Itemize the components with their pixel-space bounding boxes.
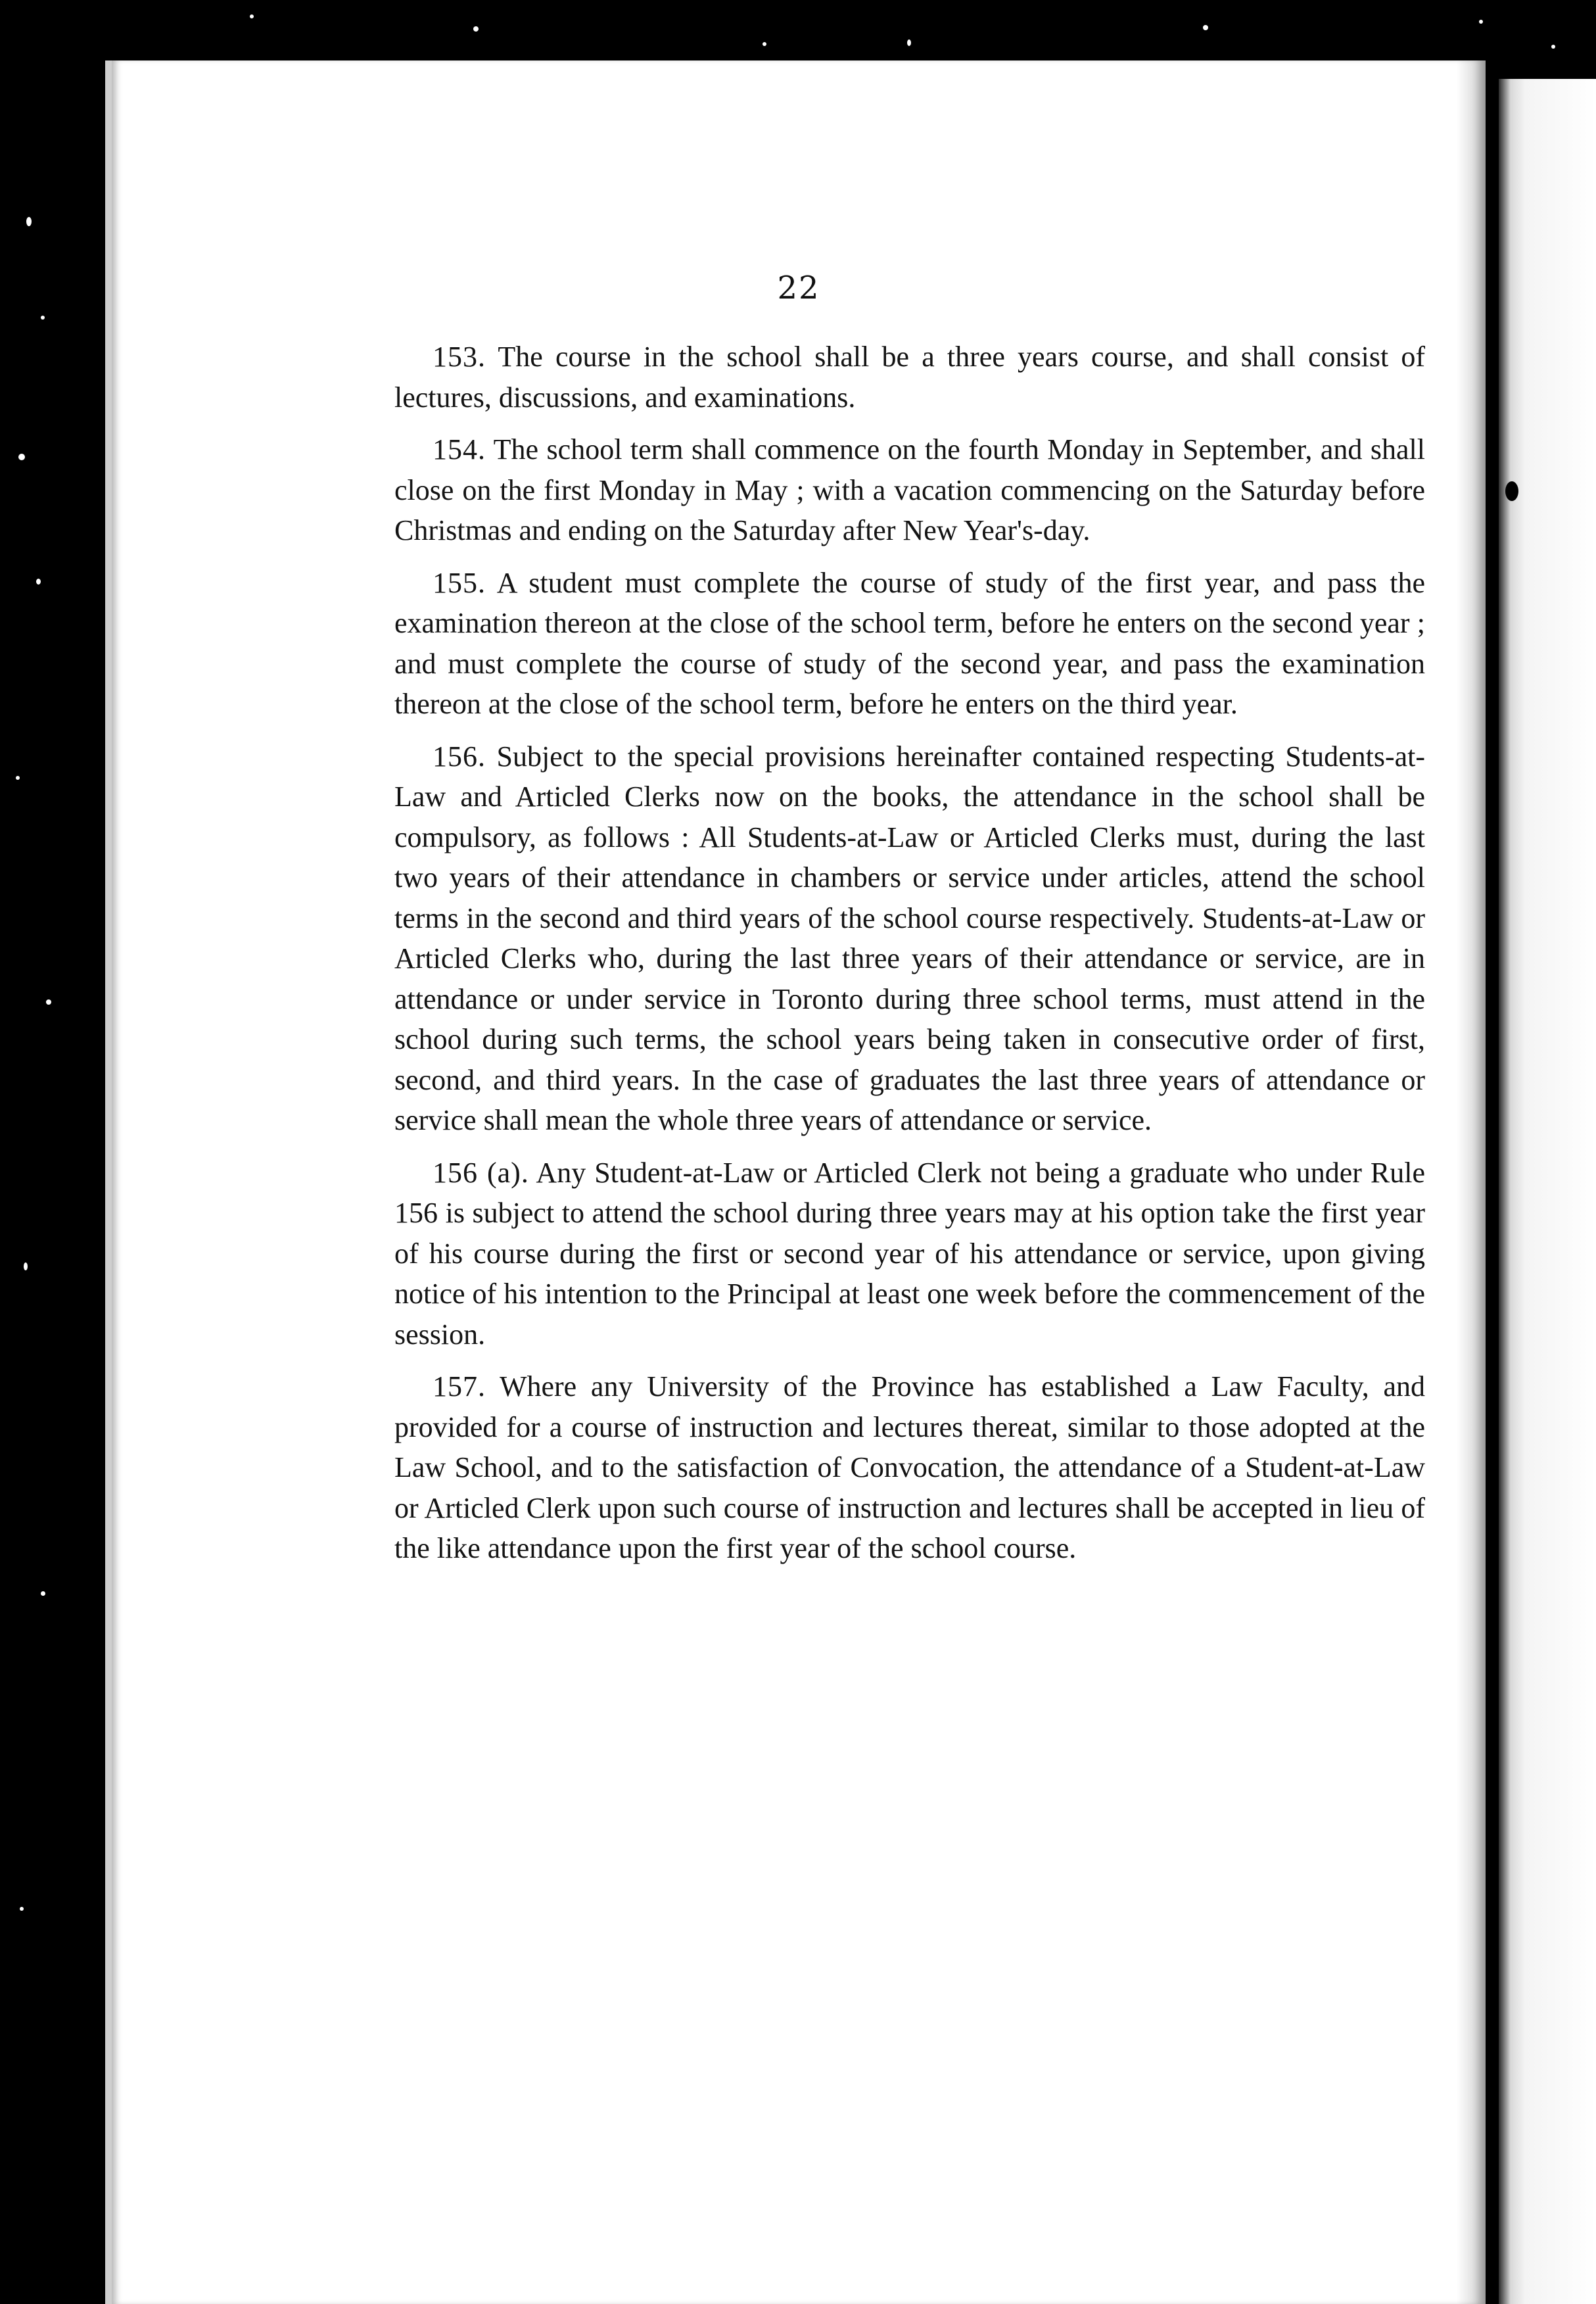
rule-paragraph	[394, 429, 1425, 551]
adjacent-page-edge	[1499, 79, 1596, 2304]
book-page	[105, 60, 1486, 2304]
rule-text: Where any University of the Province has established a Law Faculty, and provided for a course of instruction and lectures thereat, similar to those adopted at the Law School, and to the satisfaction of Convocation, the attendance of a Student-at-Law or Articled Clerk upon such course of instruction and lectures shall be accepted in lieu of the like attendance upon the first year of the school course.	[394, 1370, 1425, 1564]
dust-speck	[24, 1262, 28, 1270]
rule-text: The school term shall commence on the fourth Monday in September, and shall close on the first Monday in May ; with a vacation commencing on the Saturday before Christmas and ending on the Saturday after New Year's-day.	[394, 433, 1425, 546]
rule-text: Subject to the special provisions hereinafter contained respecting Students-at-Law and Articled Clerks now on the books, the attendance in the school shall be compulsory, as follows : All Students-at-Law or Articled Clerks must, during the last two years of their attendance in chambers or service under articles, attend the school terms in the second and third years of the school course respectively. Students-at-Law or Articled Clerks who, during the last three years of their attendance or service, are in attendance or under service in Toronto during three school terms, must attend in the school during such terms, the school years being taken in consecutive order of first, second, and third years. In the case of graduates the last three years of attendance or service shall mean the whole three years of attendance or service.	[394, 740, 1426, 1136]
rule-paragraph	[394, 736, 1425, 1141]
dust-speck	[36, 579, 41, 585]
dust-speck	[26, 217, 32, 226]
rule-paragraph	[394, 337, 1425, 418]
margin-ink-mark	[1505, 481, 1518, 501]
rule-number: 156 (a).	[433, 1156, 529, 1189]
rule-text: A student must complete the course of study of the first year, and pass the examination thereon at the close of the school term, before he enters on the second year ; and must complete the course of study of the second year, and pass the examination thereon at the close of the school term, before he enters on the third year.	[394, 566, 1425, 720]
rule-text: The course in the school shall be a three years course, and shall consist of lectures, discussions, and examinations.	[394, 341, 1425, 414]
rule-paragraph	[394, 563, 1425, 725]
rule-number: 154.	[433, 433, 486, 466]
dust-speck	[1551, 45, 1555, 49]
page-number: 22	[777, 270, 820, 306]
rule-number: 153.	[433, 341, 486, 373]
dust-speck	[1479, 20, 1483, 24]
rules-text-block	[394, 337, 1425, 1581]
rule-text: Any Student-at-Law or Articled Clerk not being a graduate who under Rule 156 is subject to attend the school during three years may at his option take the first year of his course during the first or second year of his attendance or service, upon giving notice of his intention to the Principal at least one week before the commencement of the session.	[394, 1156, 1426, 1351]
dust-speck	[1203, 25, 1208, 30]
dust-speck	[16, 776, 20, 780]
dust-speck	[18, 454, 25, 460]
dust-speck	[41, 1591, 45, 1596]
dust-speck	[763, 42, 766, 46]
dust-speck	[907, 39, 911, 46]
dust-speck	[250, 14, 254, 18]
rule-number: 157.	[433, 1370, 486, 1403]
rule-number: 156.	[433, 740, 486, 773]
dust-speck	[473, 26, 479, 32]
rule-paragraph	[394, 1366, 1425, 1569]
dust-speck	[41, 316, 45, 320]
rule-number: 155.	[433, 566, 486, 599]
rule-paragraph	[394, 1153, 1425, 1355]
dust-speck	[46, 999, 51, 1005]
dust-speck	[20, 1907, 24, 1911]
